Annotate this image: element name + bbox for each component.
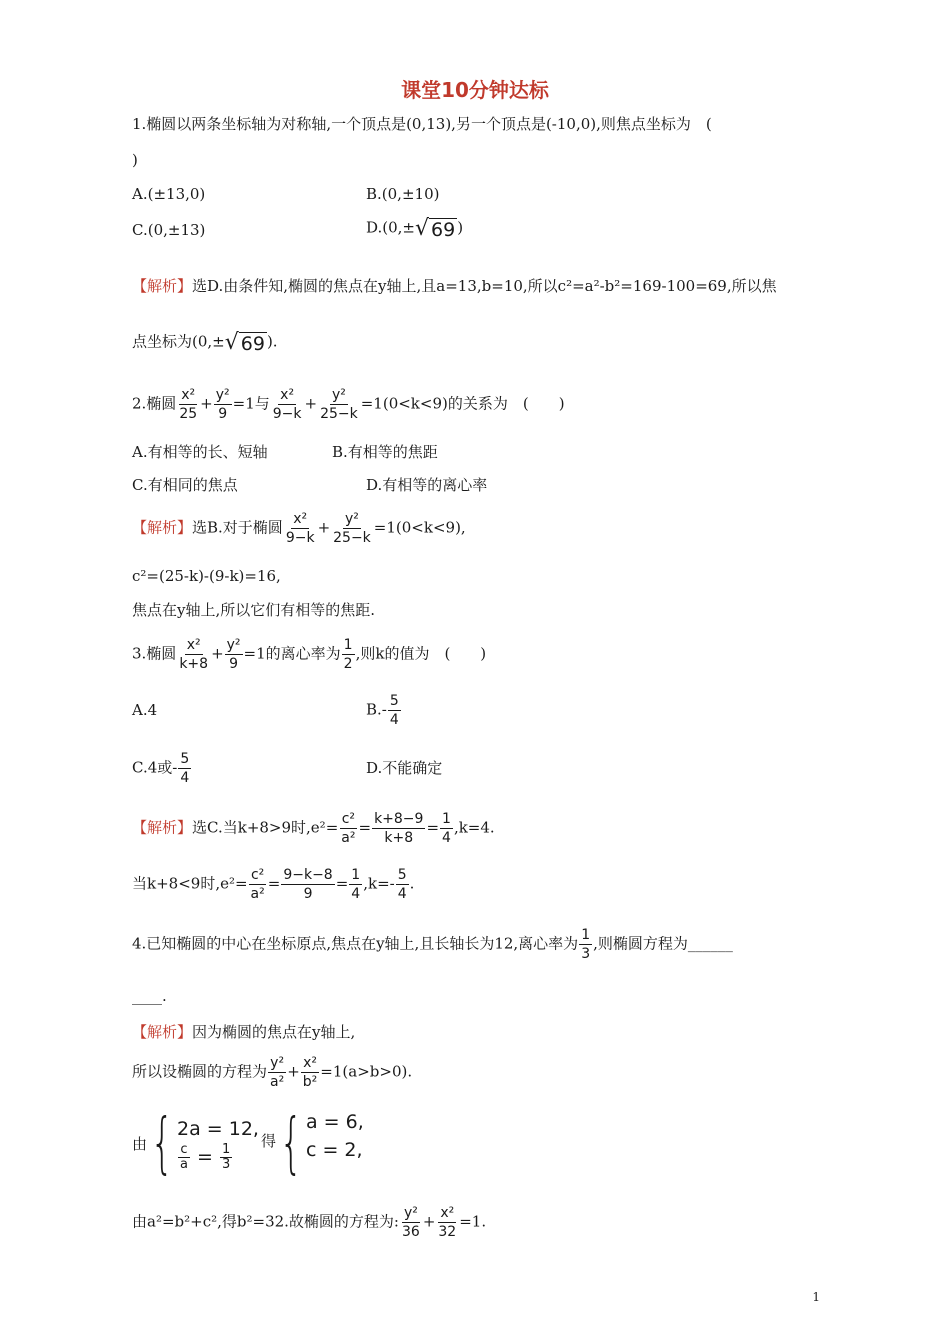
solution-tag: 【解析】 [132,277,193,295]
sqrt-expression: √ 69 [415,216,456,241]
fraction: $\frac{\text{x²}}{k+8}$ [179,637,209,672]
fraction: $\frac{\text{y²}}{25-k}$ [320,387,358,422]
solution-tag: 【解析】 [132,1023,193,1041]
fraction: $\frac{\text{y²}}{\text{a²}}$ [270,1055,285,1090]
q3-option-c: C.4或- $\frac{5}{4}$ [132,751,190,786]
fraction: $\frac{5}{4}$ [180,751,190,786]
sqrt-expression: √ 69 [224,330,265,355]
q3-option-b: B.- $\frac{5}{4}$ [366,693,399,728]
q2-solution-line3: 焦点在y轴上,所以它们有相等的焦距. [132,601,376,619]
q3-option-a: A.4 [132,701,158,719]
q3-solution-line2: 当k+8<9时,e²= $\frac{\text{c²}}{\text{a²}}$ = $\frac{9-k-8}{9}$ = $\frac{1}{4}$ ,k=- $\frac{5}{4}$ . [132,867,415,902]
fraction: $\frac{5}{4}$ [397,867,407,902]
q2-option-a: A.有相等的长、短轴 [132,443,268,461]
q1-stem: 1.椭圆以两条坐标轴为对称轴,一个顶点是(0,13),另一个顶点是(-10,0),则焦点坐标为 ( [132,115,712,133]
fraction: $\frac{\text{x²}}{\text{b²}}$ [302,1055,318,1090]
page-number: 1 [812,1290,820,1304]
q4-solution-line2: 所以设椭圆的方程为 $\frac{\text{y²}}{\text{a²}}$ + $\frac{\text{x²}}{\text{b²}}$ =1(a>b>0). [132,1055,413,1090]
q4-stem: 4.已知椭圆的中心在坐标原点,焦点在y轴上,且长轴长为12,离心率为 $\frac{1}{3}$ ,则椭圆方程为______ [132,927,733,962]
fraction: $\frac{\text{c²}}{\text{a²}}$ [250,867,265,902]
q1-solution-line2: 点坐标为(0,± √ 69 ). [132,330,278,355]
q2-option-d: D.有相等的离心率 [366,476,488,494]
q3-option-d: D.不能确定 [366,759,443,777]
q1-option-a: A.(±13,0) [132,185,206,203]
solution-tag: 【解析】 [132,518,193,537]
q1-option-d: D.(0,± √ 69 ) [366,216,464,241]
q4-solution-final: 由a²=b²+c²,得b²=32.故椭圆的方程为: $\frac{\text{y²}}{36}$ + $\frac{\text{x²}}{32}$ =1. [132,1205,487,1240]
fraction: $\frac{1}{2}$ [343,637,353,672]
q2-solution-line2: c²=(25-k)-(9-k)=16, [132,567,281,585]
equation-system: 由 { 2a = 12, $\frac{c}{a}$ = $\frac{1}{3}$ 得 { a = 6, c = 2, [132,1104,364,1181]
fraction: $\frac{1}{4}$ [351,867,361,902]
q1-solution: 【解析】选D.由条件知,椭圆的焦点在y轴上,且a=13,b=10,所以c²=a²-b²=169-100=69,所以焦 [132,277,777,295]
fraction: $\frac{\text{x²}}{32}$ [438,1205,457,1240]
q2-solution: 【解析】选B.对于椭圆 $\frac{\text{x²}}{9-k}$ + $\frac{\text{y²}}{25-k}$ =1(0<k<9), [132,511,466,546]
q4-stem-blank: ____. [132,987,167,1005]
q4-solution: 【解析】因为椭圆的焦点在y轴上, [132,1023,356,1041]
fraction: $\frac{\text{c²}}{\text{a²}}$ [341,811,356,846]
q1-option-b: B.(0,±10) [366,185,440,203]
fraction: $\frac{1}{3}$ [581,927,591,962]
q3-solution: 【解析】选C.当k+8>9时,e²= $\frac{\text{c²}}{\text{a²}}$ = $\frac{k+8-9}{k+8}$ = $\frac{1}{4}$ ,k=4. [132,811,495,846]
fraction: $\frac{\text{x²}}{25}$ [179,387,198,422]
q2-option-b: B.有相等的焦距 [332,443,438,461]
q2-stem: 2.椭圆 $\frac{\text{x²}}{25}$ + $\frac{\text{y²}}{9}$ =1与 $\frac{\text{x²}}{9-k}$ + $\frac{\text{y²}}{25-k}$ =1(0<k<9)的关系为 ( ) [132,387,565,422]
q1-option-c: C.(0,±13) [132,221,206,239]
q1-stem-end: ) [132,151,138,169]
fraction: $\frac{\text{y²}}{36}$ [401,1205,420,1240]
q2-option-c: C.有相同的焦点 [132,476,238,494]
left-brace: { [279,1104,303,1181]
fraction: $\frac{1}{4}$ [442,811,451,846]
fraction: $\frac{\text{y²}}{9}$ [215,387,230,422]
solution-tag: 【解析】 [132,818,193,837]
q3-stem: 3.椭圆 $\frac{\text{x²}}{k+8}$ + $\frac{\text{y²}}{9}$ =1的离心率为 $\frac{1}{2}$ ,则k的值为 ( ) [132,637,487,672]
fraction: $\frac{k+8-9}{k+8}$ [374,811,424,846]
fraction: $\frac{\text{x²}}{9-k}$ [272,387,302,422]
left-brace: { [150,1104,174,1181]
fraction: $\frac{5}{4}$ [389,693,399,728]
fraction: $\frac{\text{y²}}{25-k}$ [333,511,371,546]
page-title: 课堂10分钟达标 [401,78,549,102]
fraction: $\frac{\text{x²}}{9-k}$ [285,511,315,546]
fraction: $\frac{9-k-8}{9}$ [283,867,333,902]
fraction: $\frac{\text{y²}}{9}$ [226,637,241,672]
